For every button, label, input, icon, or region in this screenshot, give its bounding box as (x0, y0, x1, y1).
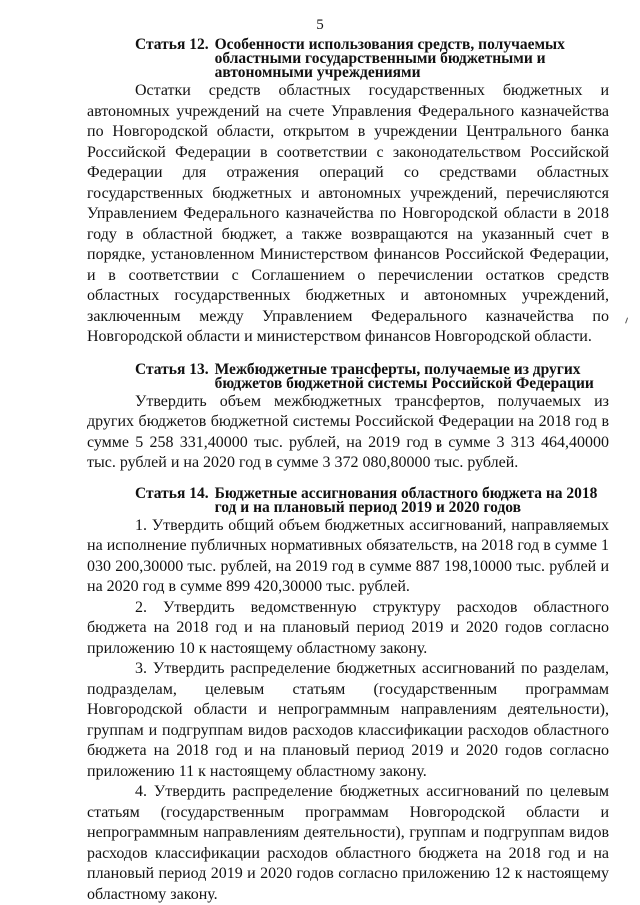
article-number: Статья 14. (135, 484, 209, 502)
paragraph-item-2: 2. Утвердить ведомственную структуру расходов областного бюджета на 2018 год и на плановый период 2019 и 2020 годов согласно приложению 10 к настоящему областному закону. (87, 598, 609, 657)
article-heading: Бюджетные ассигнования областного бюджета на 2018 год и на плановый период 2019 и 2020 годов (214, 484, 598, 516)
article-heading: Межбюджетные трансферты, получаемые из других бюджетов бюджетной системы Российской Федерации (214, 360, 594, 392)
paragraph: Утвердить объем межбюджетных трансфертов, получаемых из других бюджетов бюджетной системы Российской Федерации на 2018 год в сумме 5 258 331,40000 тыс. рублей, на 2019 год в сумме 3 313 464,40000 тыс. рублей и на 2020 год в сумме 3 372 080,80000 тыс. рублей. (87, 392, 609, 471)
paragraph-item-1: 1. Утвердить общий объем бюджетных ассигнований, направляемых на исполнение публичных нормативных обязательств, на 2018 год в сумме 1 030 200,30000 тыс. рублей, на 2019 год в сумме 887 198,10000 тыс. рублей и на 2020 год в сумме 899 420,30000 тыс. рублей. (87, 516, 609, 595)
article-heading: Особенности использования средств, получаемых областными государственными бюджетными и автономными учреждениями (214, 36, 565, 81)
article-title (87, 360, 609, 392)
article-12 (87, 38, 609, 348)
paragraph: Остатки средств областных государственных бюджетных и автономных учреждений на счете Управления Федерального казначейства по Новгородской области, открытом в учреждении Центрального банка Российской Федерации в соответствии с законодательством Российской Федерации для отражения операций со средствами областных государственных бюджетных и автономных учреждений, перечисляются Управлением Федерального казначейства по Новгородской области в 2018 году в областной бюджет, а также возвращаются на указанный счет в порядке, установленном Министерством финансов Российской Федерации, и в соответствии с Соглашением о перечислении остатков средств областных государственных бюджетных и автономных учреждений, заключенным между Управлением Федерального казначейства по Новгородской области и министерством финансов Новгородской области. (87, 82, 609, 345)
article-number: Статья 12. (135, 36, 209, 53)
article-title (87, 38, 609, 80)
article-14 (87, 484, 609, 905)
article-title (87, 484, 609, 516)
paragraph-item-3: 3. Утвердить распределение бюджетных ассигнований по разделам, подразделам, целевым статьям (государственным программам Новгородской области и непрограммным направлениям деятельности), группам и подгруппам видов расходов классификации расходов областного бюджета на 2018 год и на плановый период 2019 и 2020 годов согласно приложению 11 к настоящему областному закону. (87, 660, 609, 780)
paragraph-item-4: 4. Утвердить распределение бюджетных ассигнований по целевым статьям (государственным программам Новгородской области и непрограммным направлениям деятельности), группам и подгруппам видов расходов классификации расходов областного бюджета на 2018 год и на плановый период 2019 и 2020 годов согласно приложению 12 к настоящему областному закону. (87, 783, 609, 903)
scan-margin-mark (625, 317, 631, 324)
document-body (87, 38, 609, 905)
article-number: Статья 13. (135, 360, 209, 378)
page-number: 5 (316, 17, 324, 33)
article-13 (87, 360, 609, 474)
